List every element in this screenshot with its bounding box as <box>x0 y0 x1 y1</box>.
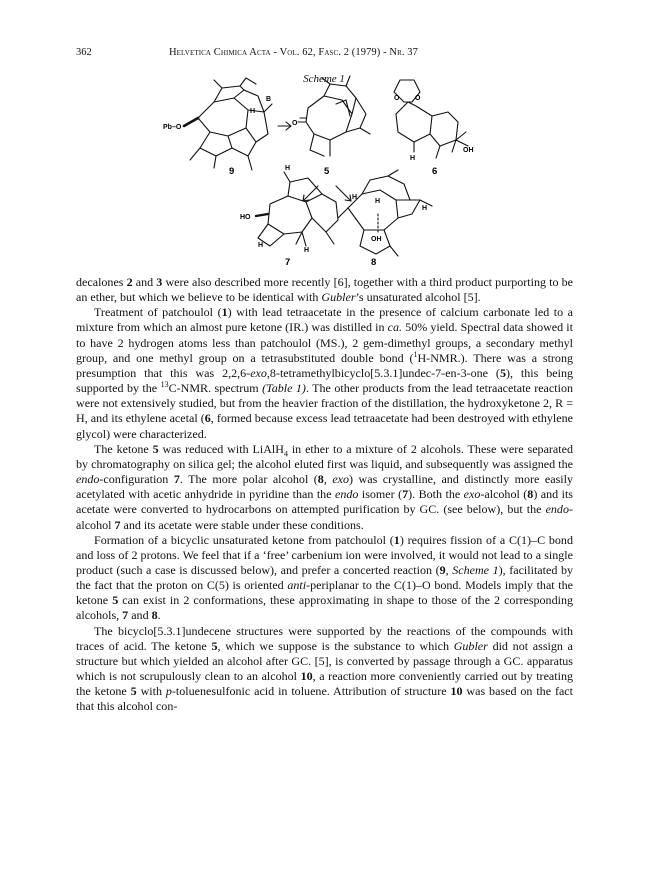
atom-label-h-7-top: H <box>285 165 291 172</box>
text-segment: in ether to a mixture of 2 alcohols. These were separated by chromatography on silica gel; the alcohol eluted first was liquid, and subsequently was assigned the <box>76 441 573 471</box>
text-segment: , <box>445 562 453 577</box>
compound-label-9: 9 <box>229 166 235 177</box>
journal-line: Helvetica Chimica Acta - Vol. 62, Fasc. 2 (1979) - Nr. 37 <box>169 47 419 58</box>
text-segment: 8 <box>527 487 534 502</box>
paragraph-3 <box>76 442 573 533</box>
atom-label-h-7-bottom: H <box>258 242 264 249</box>
structure-5 <box>298 76 370 156</box>
compound-label-7: 7 <box>285 257 291 268</box>
atom-label-h-7-bottom-2: H <box>304 247 310 254</box>
text-segment: did not assign a structure but which yielded an alcohol after GC. [5], is converted by passage through a GC. apparatus which is not scrupulously clean to an alcohol <box>76 638 573 684</box>
text-segment: and <box>132 275 157 289</box>
structure-8 <box>338 170 432 256</box>
atom-label-b: B <box>266 96 272 103</box>
text-segment: 7 <box>122 608 129 623</box>
structure-6 <box>394 80 468 158</box>
text-segment: exo <box>332 472 350 487</box>
text-segment: ) and its acetate were converted to hydrocarbons on attempted purification by GC. (see below), but the <box>76 487 573 517</box>
text-segment: ’s unsaturated alcohol [5]. <box>355 290 481 305</box>
text-segment: endo <box>335 487 359 502</box>
text-segment: ca. <box>387 320 403 335</box>
text-segment: -toluenesulfonic acid in toluene. Attribution of structure <box>171 684 451 699</box>
text-segment: and <box>128 608 152 623</box>
structure-9 <box>184 78 272 170</box>
text-segment: ) requires fission of a C(1)–C bond and loss of 2 protons. We feel that if a ‘free’ carbenium ion were involved, it would not lead to a single product (such a case is discussed below), and prefer a concerted reaction ( <box>76 532 573 577</box>
text-segment: isomer ( <box>358 487 403 502</box>
atom-label-oh-6: OH <box>463 147 474 154</box>
text-segment: Scheme 1 <box>452 562 499 577</box>
article-body <box>76 275 573 715</box>
text-segment: 5 <box>211 638 218 653</box>
text-segment: endo <box>545 502 569 517</box>
text-segment: and its acetate were stable under these conditions. <box>120 517 364 532</box>
compound-label-6: 6 <box>432 166 438 177</box>
text-segment: ) with lead tetraacetate in the presence of calcium carbonate led to a mixture from which an almost pure ketone (IR.) was distilled in <box>76 305 574 335</box>
page-number: 362 <box>76 47 92 58</box>
text-segment: ), this being supported by the <box>76 365 573 396</box>
text-segment: 10 <box>300 669 313 684</box>
atom-label-h-8: H <box>375 198 381 205</box>
text-segment: C-NMR. spectrum <box>168 381 263 396</box>
text-segment: with <box>136 684 166 699</box>
text-segment: -alcohol ( <box>480 487 528 502</box>
text-segment: 8 <box>317 472 324 487</box>
text-segment: -configuration <box>99 472 174 487</box>
text-segment: 2 <box>126 275 133 289</box>
text-segment: 5 <box>130 684 137 699</box>
text-segment: 1 <box>413 349 418 359</box>
text-segment: 13 <box>160 380 169 390</box>
text-segment: ). Both the <box>408 487 464 502</box>
atom-label-oh-8: OH <box>371 236 382 243</box>
text-segment: ) was crystalline, and distinctly more easily acetylated with acetic anhydride in pyridine than the <box>76 472 573 502</box>
text-segment: 9 <box>439 562 446 577</box>
text-segment: 3 <box>156 275 163 289</box>
text-segment: -alcohol <box>76 502 573 532</box>
text-segment: exo <box>250 365 267 380</box>
text-segment: were also described more recently [6], together with a third product purporting to be an ether, but which we believe to be identical with <box>76 275 573 305</box>
atom-label-o-acetal: O <box>394 95 400 102</box>
text-segment: . The other products from the lead tetraacetate reaction were not extensively studied, but from the heavier fraction of the distillation, the hydroxyketone 2, R = H, and its ethylene acetal ( <box>76 381 573 426</box>
text-segment: exo <box>463 487 481 502</box>
atom-label-o: O <box>292 120 298 127</box>
text-segment: endo <box>76 472 100 487</box>
text-segment: 7 <box>173 472 180 487</box>
text-segment: 5 <box>152 441 159 456</box>
atom-label-ho-7: HO <box>240 214 251 221</box>
atom-label-h-6: H <box>410 155 416 162</box>
text-segment: 7 <box>114 517 121 532</box>
scheme-title: Scheme 1 <box>303 73 345 85</box>
atom-label-o-acetal-2: O <box>415 95 421 102</box>
text-segment: p <box>165 684 172 699</box>
text-segment: , <box>323 472 333 487</box>
text-segment: 5 <box>499 365 506 380</box>
text-segment: , formed because excess lead tetraacetate had been destroyed with ethylene glycol) were characterized. <box>76 411 573 441</box>
text-segment: was based on the fact that this alcohol con- <box>76 684 573 714</box>
text-segment: Treatment of patchoulol ( <box>94 305 222 320</box>
text-segment: The ketone <box>94 441 153 456</box>
text-segment: 5 <box>112 593 119 608</box>
text-segment: ,8-tetramethylbicyclo[5.3.1]undec-7-en-3-one ( <box>266 365 500 380</box>
text-segment: 1 <box>221 305 228 320</box>
text-segment: , a reaction more conveniently carried out by treating the ketone <box>76 669 573 699</box>
text-segment: Formation of a bicyclic unsaturated ketone from patchoulol ( <box>94 532 394 547</box>
paragraph-1 <box>76 275 573 305</box>
compound-label-8: 8 <box>371 257 377 268</box>
text-segment: 10 <box>450 684 463 699</box>
text-segment: 1 <box>393 532 400 547</box>
atom-label-h-8-right: H <box>422 205 428 212</box>
text-segment: 7 <box>402 487 409 502</box>
text-segment: 4 <box>283 449 288 459</box>
text-segment: anti <box>287 578 307 593</box>
text-segment: (Table 1) <box>262 381 306 396</box>
text-segment: The bicyclo[5.3.1]undecene structures were supported by the reactions of the compounds with traces of acid. The ketone <box>76 623 573 653</box>
text-segment: 6 <box>204 411 211 426</box>
text-segment: can exist in 2 conformations, these approximating in shape to those of the 2 corresponding alcohols, <box>76 593 573 623</box>
paragraph-5 <box>76 624 573 715</box>
text-segment: , which we suppose is the substance to which <box>217 638 454 653</box>
text-segment: was reduced with LiAlH <box>158 441 284 456</box>
paragraph-2 <box>76 305 573 441</box>
atom-label-h: H <box>250 108 256 115</box>
compound-label-5: 5 <box>324 166 330 177</box>
text-segment: 50% yield. Spectral data showed it to have 2 hydrogen atoms less than patchoulol (MS.), 2 gem-dimethyl groups, a secondary methyl group, and one methyl group on a tetrasubstituted double bond ( <box>76 320 573 365</box>
text-segment: Gubler <box>321 290 356 305</box>
text-segment: -periplanar to the C(1)–O bond. Models imply that the ketone <box>76 578 574 608</box>
structure-7 <box>256 172 338 246</box>
text-segment: . <box>157 608 161 623</box>
text-segment: decalones <box>76 275 127 289</box>
atom-label-pb-o: Pb–O <box>163 124 182 131</box>
text-segment: 8 <box>151 608 158 623</box>
text-segment: Gubler <box>453 638 488 653</box>
paragraph-4 <box>76 533 573 624</box>
atom-label-h-8-left: H <box>352 194 358 201</box>
text-segment: . The more polar alcohol ( <box>179 472 318 487</box>
scheme-1-structures <box>0 0 648 270</box>
text-segment: H-NMR.). There was a strong presumption that this was 2,2,6- <box>76 350 573 380</box>
text-segment: ), facilitated by the fact that the proton on C(5) is oriented <box>76 562 573 593</box>
